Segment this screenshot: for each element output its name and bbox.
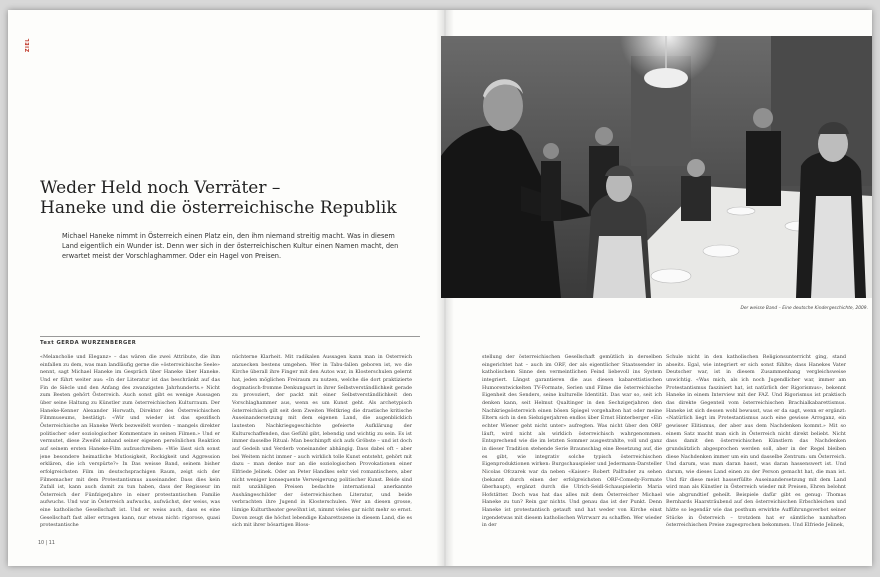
body-column-1: «Melancholie und Eleganz» – das wären die zwei Attribute, die ihm einfallen zu dem, was man landläufig gerne die «österreichische Seele» nennt, sagt Michael Haneke im Gespräch über Haneke über Haneke. Und er führt weiter aus: «In der Literatur ist das beschränkt auf das Fin de Siècle und den Anfang des zwanzigsten Jahrhunderts.» Nicht zum Besten gehört Österreich. Auch sonst gibt es wenige Aussagen über seine Haltung zu Künstler zum österreichischen Kulturraum. Der Haneke-Kenner Alexander Horwath, Direktor des Österreichischen Filmmuseums, bestätigt: «Wir und wieder ist das spezifisch Österreichische an Haneke Werk bezweifelt worden – mangels direkter politischer oder soziologischer Kommentare in seinen Filmen.» Und er vermutet, diese Zweifel anhand seiner eigenen persönlichen Reaktion auf seinem ersten Haneke-Film aufzuschreiben: «Wie lässt sich sonst jene besondere heimatliche Mutlosigkeit, Rockigkeit und Aggression erklären, die ich verspürte?» In Das weisse Band, seinem bisher erfolgreichsten Film im deutschsprachigen Raum, zeigt sich der Filmemacher mit dem Protestantismus auseinander. Dass dies kein Zufall ist, kann auch damit zu tun haben, dass der Regisseur im Österreich der Fünfzigerjahre in einer protestantischen Familie aufwuchs. Und war in Österreich aufwuchs, aufwächst, der weiss, was eine katholische Gesellschaft ist. Und er weiss auch, dass es eine Gesellschaft fast aller ertragen kann, nur etwas nicht: rigorose, quasi protestantische [40,354,220,529]
magazine-spread [8,10,872,566]
body-column-3: stellung der österreichischen Gesellschaft gemütlich in derselben eingerichtet hat – auch im ORF, der als eigentlicher Staatssender in katholischem Sinne den vermeintlichen Feind liebevoll ins System integriert. Längst garantieren die aus diesen kabarettistischen Humorentwickelten TV-Formate, Serien und Filme die österreichische Eigenheit des Senders, seine kulturelle Identität. Das war so, seit ich denken kann, seit Helmut Qualtinger in den Sechzigerjahren den Nachkriegsösterreich einen bösen Spiegel vorgehalten hat oder meine Eltern sich in den Siebzigerjahren endlos über Ernst Hinterberger «Ein echter Wiener geht nicht unter» aufregten. Was nicht über den ORF läuft, wird nicht als wirklich österreichisch wahrgenommen. Entsprechend wie die im letzten Sommer ausgestrahlte, voll und ganz in dieser Tradition stehende Serie Braunschlag eine Besetzung auf, die es gibt, wie integrativ solche typisch österreichischen Eigenproduktionen wirken: Burgschauspieler und Jedermann-Darsteller Nicolas Ofczarek war da neben «Kaiser» Robert Palfrader zu sehen (bekannt durch einen der erfolgreichsten ORF-Comedy-Formate überhaupt), ergänzt durch die Ulrich-Seidl-Schauspielerin Maria Hofstätter. Doch was hat das alles mit dem Österreicher Michael Haneke zu tun? Rein gar nichts. Und genau das ist der Punkt. Denn Haneke ist protestantisch getauft und hat weder von Kirche einst irgendetwas mit diesem katholischen Wirrwarr zu schaffen. Wer wieder in der [482,354,662,529]
body-column-4: Schule nicht in den katholischen Religionsunterricht ging, stand abseits. Egal, wie integriert er sich sonst fühlte; dass Hanekes Vater Deutscher war, ist in diesem Zusammenhang vergleichsweise unwichtig. «Was mich, als ich noch Jugendlicher war, immer am Protestantismus fasziniert hat, ist natürlich der Rigorismus», bekennt Haneke in einem Interview mit der FAZ. Und Rigorismus ist praktisch das direkte Gegenteil vom österreichischen Brachialkabarettismus. Haneke ist sich dessen wohl bewusst, was er da sagt, wenn er ergänzt: «Natürlich liegt im Protestantismus auch eine gewisse Arroganz, ein gewisser Elitismus, der aber aus dem Nachdenken kommt.» Mit so einem Satz macht man sich in Österreich nicht direkt beliebt. Nicht dass damit den österreichischen Künstlern das Nachdenken grundsätzlich abgesprochen werden soll, aber in der Regel bleiben diese Nachdenken immer um ein und dasselbe Zentrum: um Österreich. Und darum, was man daran hasst, was daran hassenswert ist. Und darum, wie dieses Land einen zu der Person gemacht hat, die man ist. Und für diese meist hasserfüllte Auseinandersetzung mit dem Land wird man als Künstler in Österreich wieder mit Preisen, Ehren belohnt wie abgrundtief geheilt. Beispiele dafür gibt es genug: Thomas Bernhards Haarsträubend auf den österreichischen Erbschleichen und hätte so legendär wie das posthum erwirkte Aufführungsverbot seiner Stücke in Österreich – trotzdem hat er sämtliche namhaften österreichischen Preise zugesprochen bekommen. Und Elfriede Jelinek, [666,354,846,529]
photo-caption: Der weisse Band – Eine deutsche Kindergeschichte, 2009. [740,306,868,311]
page-numbers: 10 | 11 [38,541,55,546]
author-byline: Text GERDA WURZENBERGER [40,340,137,346]
section-label: ZIEL [25,38,31,53]
body-column-2: nüchterne Klarheit. Mit radikalen Aussagen kann man in Österreich anzuecken bestens umgehen. Wer in Tabu-fallen geboren ist, wo die Kirche überall ihre Finger mit den Autos war, in Klosterschulen gelernt hat, jeden möglichen Freiraum zu nutzen, welche die dort praktizierte dogmatisch-fromme Denkungsart in ihrer Selbstverständlichkeit gerade zu provoziert, der packt mit einer Selbstverständlichkeit den Vorschlaghammer aus, wenn es um Kunst geht. Als archetypisch österreichisch gilt seit dem Zweiten Weltkrieg die drastische kritische Auseinandersetzung mit dem eigenen Land, die augenblicklich lautesten Nachkriegsgeschichte gefeierte Aufklärung der Kulturschaffenden, das Gefühl gibt, lebendig und wichtig zu sein. Es ist immer dasselbe Ritual: Man beschimpft sich aufs Gröbste – und ist doch auf Gedeih und Verderb voneinander abhängig. Dass dabei oft – aber bei Weitem nicht immer – auch wirklich tolle Kunst entsteht, gehört mit dazu – man denke nur an die soziologischen Provokationen einer Elfriede Jelinek. Oder an Peter Handkes sehr viel romantischere, aber nicht weniger konsequente Verweigerung politischer Kunst. Beide sind mit unzähligen Preisen bedachte international anerkannte Aushängeschilder der österreichischen Literatur, und beide verbrachten ihre Jugend in Klosterschulen. Wer an diesen grosse, lümige Kulturtheater gewöhnt ist, nimmt vieles gar nicht mehr so ernst. Davon zeugt die höchst lebendige Kabarettszene in diesem Land, die es sich mit ihrer bösartigen Bloss- [232,354,412,529]
article-headline [40,178,420,218]
film-still-photo [441,36,872,298]
article-lead: Michael Haneke nimmt in Österreich einen Platz ein, den ihm niemand streitig macht. Was in diesem Land eigentlich ein Wunder ist. Denn wer sich in der österreichischen Kultur einen Namen macht, den erwartet meist der Vorschlaghammer. Oder ein Hagel von Preisen. [62,232,399,260]
headline-line-2: Haneke und die österreichische Republik [40,198,397,218]
author-divider [40,336,420,337]
film-still-illustration [441,36,872,298]
headline-line-1: Weder Held noch Verräter – [40,178,281,198]
